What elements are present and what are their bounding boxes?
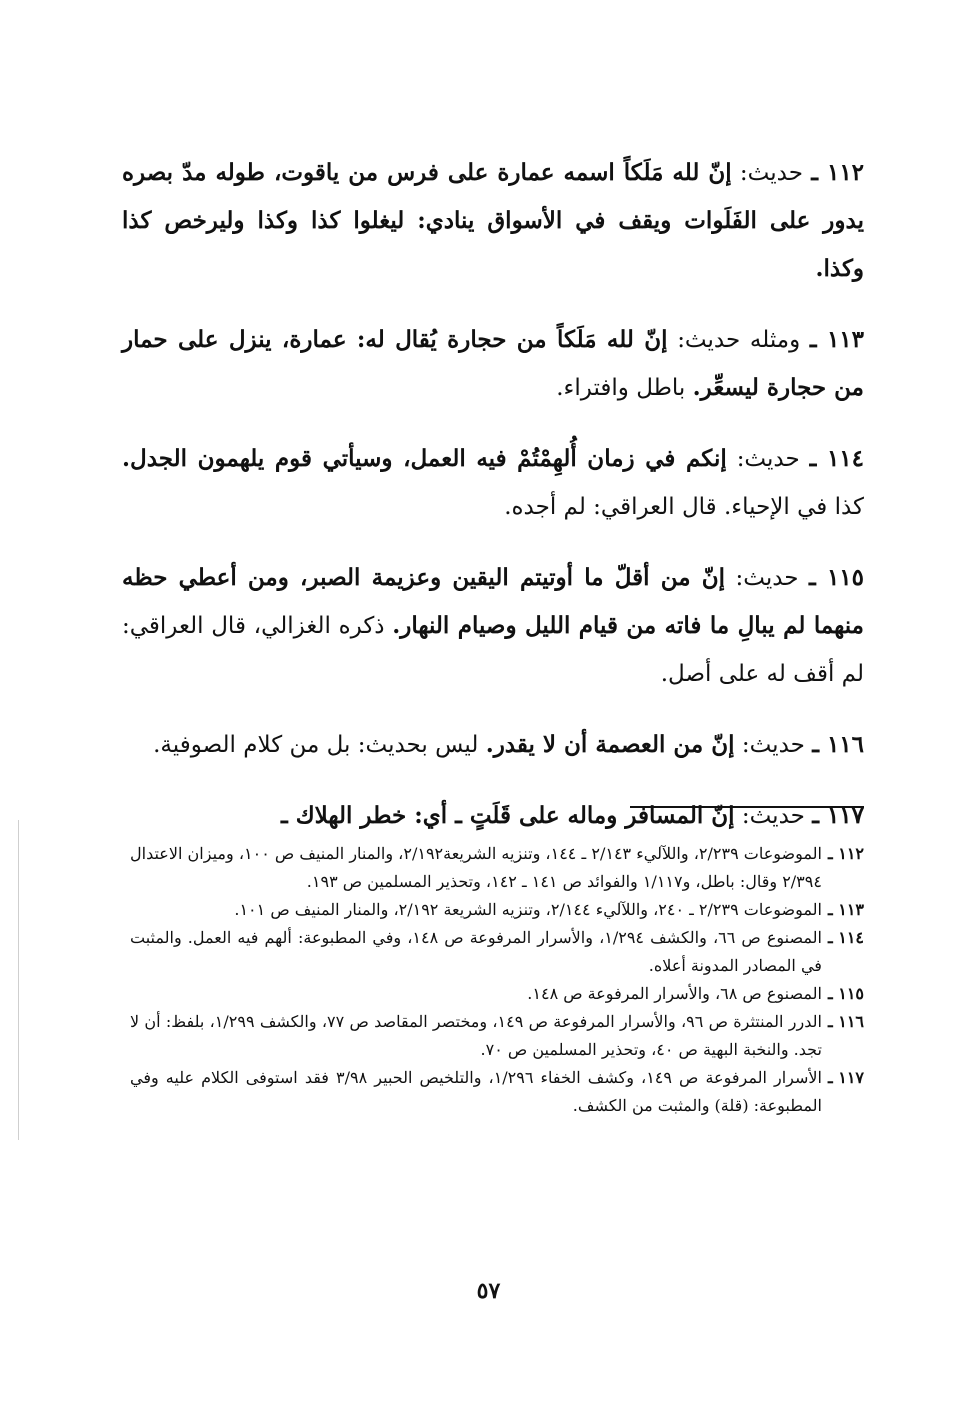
entry-number: ١١٥ ـ xyxy=(809,564,864,591)
footnote-text: الموضوعات ٢/٢٣٩ ـ ٢٤٠، واللآليء ٢/١٤٤، وتنزيه الشريعة ٢/١٩٢، والمنار المنيف ص ١٠١. xyxy=(234,900,822,919)
entry-lead: حديث: xyxy=(739,160,803,186)
hadith-entry-116 xyxy=(122,721,864,769)
entry-lead: حديث: xyxy=(736,446,800,472)
entry-comment: كذا في الإحياء. قال العراقي: لم أجده. xyxy=(504,494,864,520)
scan-edge-line xyxy=(18,820,19,1140)
hadith-text: إنّ لله مَلَكاً من حجارة يُقال له: عمارة، ينزل على حمار من حجارة ليسعِّر. xyxy=(122,326,864,401)
entry-comment: باطل وافتراء. xyxy=(556,375,686,401)
footnote-115 xyxy=(130,980,864,1008)
footnote-number: ١١٧ ـ xyxy=(827,1068,864,1087)
footnote-text: المصنوع ص ٦٨، والأسرار المرفوعة ص ١٤٨. xyxy=(527,984,822,1003)
footnote-number: ١١٣ ـ xyxy=(827,900,864,919)
footnote-number: ١١٥ ـ xyxy=(827,984,864,1003)
footnote-number: ١١٤ ـ xyxy=(827,928,864,947)
footnotes xyxy=(130,840,864,1120)
entry-comment: ليس بحديث: بل من كلام الصوفية. xyxy=(153,732,479,758)
hadith-entry-112 xyxy=(122,149,864,293)
hadith-text: إنّ من العصمة أن لا يقدر. xyxy=(485,731,735,758)
hadith-entry-117 xyxy=(122,792,864,840)
footnote-text: الأسرار المرفوعة ص ١٤٩، وكشف الخفاء ١/٢٩٦، والتلخيص الحبير ٣/٩٨ فقد استوفى الكلام عليه وفي المطبوعة: (قلة) والمثبت من الكشف. xyxy=(130,1068,822,1115)
hadith-entry-115 xyxy=(122,554,864,698)
entry-number: ١١٤ ـ xyxy=(809,445,865,472)
page-number: ٥٧ xyxy=(476,1278,501,1304)
hadith-text: إنّ لله مَلَكاً اسمه عمارة على فرس من ياقوت، طوله مدّ بصره يدور على الفَلَوات ويقف في الأسواق ينادي: ليغلوا كذا وكذا وليرخص كذا وكذا. xyxy=(122,159,864,282)
footnote-text: الدرر المنتثرة ص ٩٦، والأسرار المرفوعة ص ١٤٩، ومختصر المقاصد ص ٧٧، والكشف ١/٢٩٩، بلفظ: أن لا تجد. والنخبة البهية ص ٤٠، وتحذير المسلمين ص ٧٠. xyxy=(130,1012,822,1059)
footnote-number: ١١٢ ـ xyxy=(827,844,864,863)
main-text xyxy=(122,126,864,846)
hadith-text: إنّ من أقلّ ما أوتيتم اليقين وعزيمة الصبر، ومن أعطي حظه منهما لم يبالِ ما فاته من قيام الليل وصيام النهار. xyxy=(122,564,864,639)
entry-number: ١١٣ ـ xyxy=(809,326,864,353)
footnote-112 xyxy=(130,840,864,896)
footnote-113 xyxy=(130,896,864,924)
hadith-entry-113 xyxy=(122,316,864,412)
entry-number: ١١٢ ـ xyxy=(811,159,865,186)
entry-lead: حديث: xyxy=(741,732,805,758)
footnote-116 xyxy=(130,1008,864,1064)
entry-lead: حديث: xyxy=(741,803,805,829)
hadith-entry-114 xyxy=(122,435,864,531)
footnote-separator xyxy=(630,806,864,808)
footnote-114 xyxy=(130,924,864,980)
entry-lead: حديث: xyxy=(735,565,799,591)
hadith-text: إنّ المسافر وماله على قَلَتٍ ـ أي: خطر الهلاك ـ xyxy=(280,802,735,829)
entry-comment: ذكره الغزالي، قال العراقي: لم أقف له على أصل. xyxy=(122,613,864,687)
footnote-117 xyxy=(130,1064,864,1120)
footnote-number: ١١٦ ـ xyxy=(827,1012,864,1031)
footnote-text: المصنوع ص ٦٦، والكشف ١/٢٩٤، والأسرار المرفوعة ص ١٤٨، وفي المطبوعة: ألهم فيه العمل. والمثبت في المصادر المدونة أعلاه. xyxy=(130,928,822,975)
entry-lead: ومثله حديث: xyxy=(677,327,801,353)
entry-number: ١١٧ ـ xyxy=(812,802,864,829)
footnote-text: الموضوعات ٢/٢٣٩، واللآليء ٢/١٤٣ ـ ١٤٤، وتنزيه الشريعة٢/١٩٢، والمنار المنيف ص ١٠٠، وميزان الاعتدال ٢/٣٩٤ وقال: باطل، و١/١١٧ والفوائد ص ١٤١ ـ ١٤٢، وتحذير المسلمين ص ١٩٣. xyxy=(130,844,822,891)
hadith-text: إنكم في زمان أُلهِمْتُمْ فيه العمل، وسيأتي قوم يلهمون الجدل. xyxy=(122,445,727,472)
entry-number: ١١٦ ـ xyxy=(812,731,864,758)
